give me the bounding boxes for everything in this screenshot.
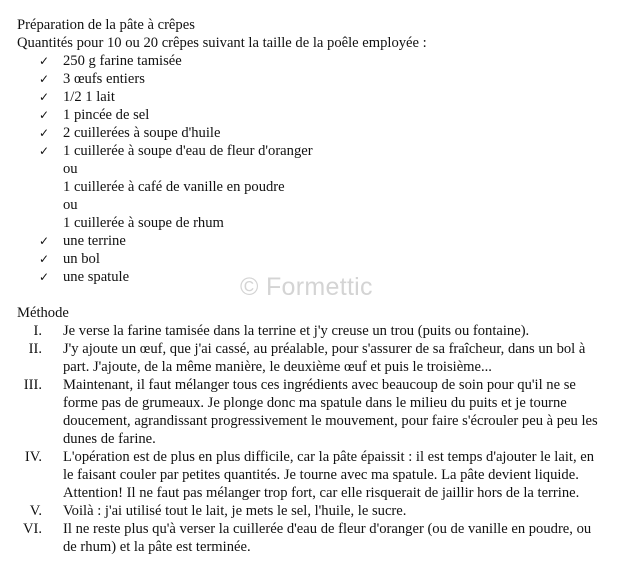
- checkmark-icon: ✓: [39, 252, 50, 266]
- step-text: Il ne reste plus qu'à verser la cuillerée d'eau de fleur d'oranger (ou de vanille en poudre, ou de rhum) et la pâte est terminée.: [63, 521, 592, 555]
- method-heading: Méthode: [17, 305, 69, 321]
- ingredient-item: ✓ 1/2 1 lait: [39, 89, 115, 105]
- checkmark-icon: ✓: [39, 126, 50, 140]
- method-steps: [17, 322, 617, 556]
- checkmark-icon: ✓: [39, 270, 50, 284]
- step-numeral: V.: [29, 503, 42, 519]
- checkmark-icon: ✓: [39, 90, 50, 104]
- step-text: L'opération est de plus en plus difficile, car la pâte épaissit : il est temps d'ajouter le lait, en le faisant couler par petites quantités. Je tourne avec ma spatule. La pâte devient liquide. Attention! Il ne faut pas mélanger trop fort, car elle risquerait de jaillir hors de la terrine.: [63, 449, 595, 501]
- alternative-text: ou: [63, 197, 78, 213]
- step-text: Maintenant, il faut mélanger tous ces ingrédients avec beaucoup de soin pour qu'il ne se forme pas de grumeaux. Je plonge donc ma spatule dans le milieu du puits et je tourne doucement, agrandissant progressivement le mouvement, pour faire s'écrouler peu à peu les dunes de farine.: [63, 377, 598, 447]
- step-numeral: VI.: [22, 521, 42, 537]
- ingredient-item: ✓ 2 cuillerées à soupe d'huile: [39, 125, 221, 141]
- alternative-text: 1 cuillerée à café de vanille en poudre: [63, 179, 285, 195]
- checkmark-icon: ✓: [39, 72, 50, 86]
- ingredient-item: ✓ 1 pincée de sel: [39, 107, 150, 123]
- ingredients-list: [17, 52, 617, 160]
- checkmark-icon: ✓: [39, 108, 50, 122]
- method-step: [17, 448, 617, 502]
- ingredient-item: ✓ 250 g farine tamisée: [39, 53, 182, 69]
- quantities-subtitle: Quantités pour 10 ou 20 crêpes suivant la taille de la poêle employée :: [17, 35, 427, 51]
- document-title: Préparation de la pâte à crêpes: [17, 17, 195, 33]
- ingredient-item: ✓ 1 cuillerée à soupe d'eau de fleur d'oranger: [39, 143, 313, 159]
- alternative-text: ou: [63, 161, 78, 177]
- step-numeral: I.: [33, 323, 42, 339]
- step-numeral: III.: [23, 377, 42, 393]
- alternative-text: 1 cuillerée à soupe de rhum: [63, 215, 224, 231]
- equipment-item: ✓ une terrine: [39, 233, 126, 249]
- step-numeral: IV.: [24, 449, 42, 465]
- checkmark-icon: ✓: [39, 234, 50, 248]
- checkmark-icon: ✓: [39, 144, 50, 158]
- step-text: Je verse la farine tamisée dans la terrine et j'y creuse un trou (puits ou fontaine).: [63, 323, 530, 339]
- method-step: [17, 520, 617, 556]
- step-text: Voilà : j'ai utilisé tout le lait, je mets le sel, l'huile, le sucre.: [63, 503, 407, 519]
- method-step: [17, 376, 617, 448]
- checkmark-icon: ✓: [39, 54, 50, 68]
- step-numeral: II.: [28, 341, 42, 357]
- method-step: [17, 340, 617, 376]
- method-step: [17, 502, 617, 520]
- step-text: J'y ajoute un œuf, que j'ai cassé, au préalable, pour s'assurer de sa fraîcheur, dans un bol à part. J'ajoute, de la même manière, le deuxième œuf et puis le troisième...: [63, 341, 586, 375]
- watermark: © Formettic: [240, 273, 373, 301]
- ingredient-item: ✓ 3 œufs entiers: [39, 71, 145, 87]
- equipment-item: ✓ un bol: [39, 251, 100, 267]
- equipment-item: ✓ une spatule: [39, 269, 130, 285]
- method-step: [17, 322, 617, 340]
